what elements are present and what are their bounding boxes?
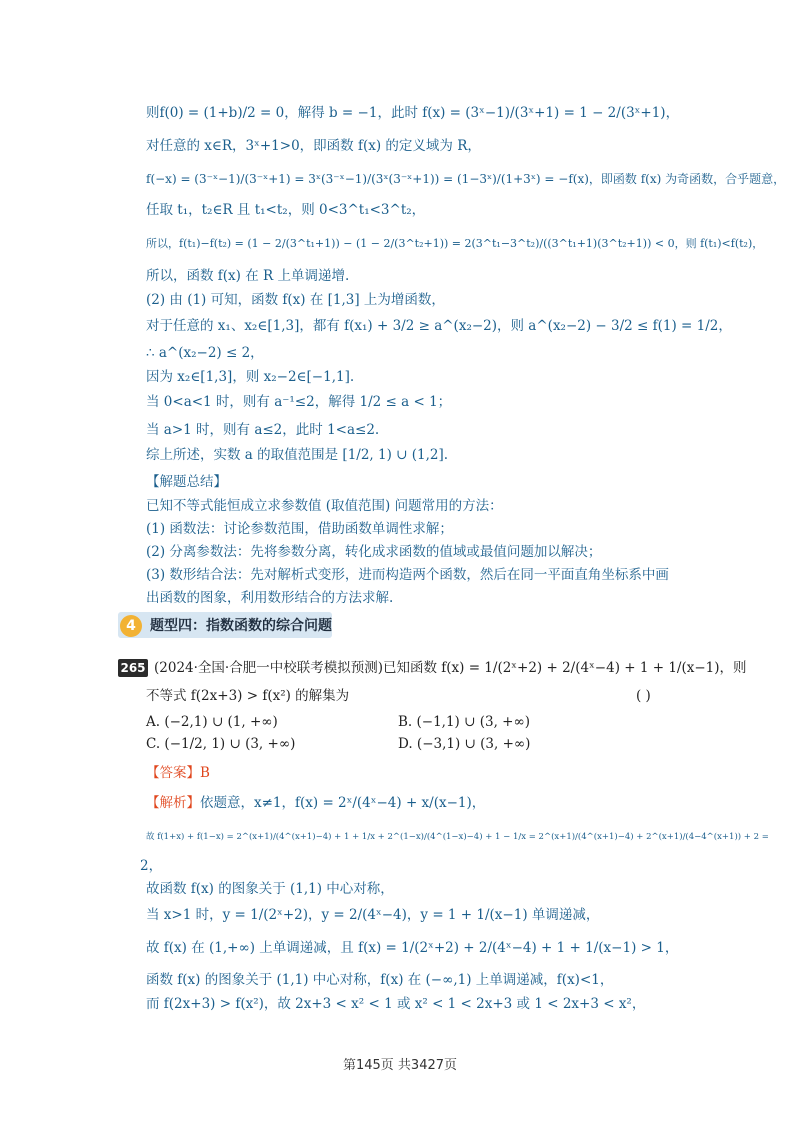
analysis-line-5: 当 x>1 时，y = 1/(2ˣ+2)，y = 2/(4ˣ−4)，y = 1 + 1/(x−1) 单调递减，	[146, 907, 600, 923]
analysis-line-2: 故 f(1+x) + f(1−x) = 2^(x+1)/(4^(x+1)−4) + 1 + 1/x + 2^(1−x)/(4^(1−x)−4) + 1 − 1/x = 2^(x+1)/(4^(x+1)−4) + 2^(x+1)/(4−4^(x+1)) + 2 =	[146, 832, 769, 842]
solution-line-5: 所以，f(t₁)−f(t₂) = (1 − 2/(3^t₁+1)) − (1 − 2/(3^t₂+1)) = 2(3^t₁−3^t₂)/((3^t₁+1)(3^t₂+1)) < 0，则 f(t₁)<f(t₂)，	[146, 237, 764, 250]
section-number-badge: 4	[120, 615, 142, 637]
solution-line-9: ∴ a^(x₂−2) ≤ 2，	[146, 345, 264, 361]
answer-line	[146, 763, 210, 783]
solution-line-2: 对任意的 x∈R，3ˣ+1>0，即函数 f(x) 的定义域为 R，	[146, 138, 481, 154]
summary-line-5: 出函数的图象，利用数形结合的方法求解.	[146, 590, 394, 606]
analysis-line-7: 函数 f(x) 的图象关于 (1,1) 中心对称，f(x) 在 (−∞,1) 上单调递减，f(x)<1，	[146, 972, 614, 988]
analysis-line-6: 故 f(x) 在 (1,+∞) 上单调递减，且 f(x) = 1/(2ˣ+2) + 2/(4ˣ−4) + 1 + 1/(x−1) > 1，	[146, 940, 679, 956]
section-title: 题型四：指数函数的综合问题	[150, 618, 332, 634]
summary-line-1: 已知不等式能恒成立求参数值 (取值范围) 问题常用的方法：	[146, 498, 503, 514]
solution-line-4: 任取 t₁，t₂∈R 且 t₁<t₂，则 0<3^t₁<3^t₂，	[146, 202, 426, 218]
answer-parentheses: ( )	[636, 688, 651, 704]
analysis-line-1	[146, 793, 485, 813]
solution-line-6: 所以，函数 f(x) 在 R 上单调递增.	[146, 268, 350, 284]
option-a: A. (−2,1) ∪ (1, +∞)	[146, 714, 278, 730]
analysis-line-1-text: 依题意，x≠1，f(x) = 2ˣ/(4ˣ−4) + x/(x−1)，	[200, 795, 486, 811]
solution-line-13: 综上所述，实数 a 的取值范围是 [1/2, 1) ∪ (1,2].	[146, 447, 449, 463]
question-number: 265	[118, 659, 148, 677]
answer-tag: 【答案】	[146, 765, 200, 781]
answer-value: B	[200, 765, 210, 781]
summary-title: 【解题总结】	[146, 474, 227, 490]
question-stem-line-2: 不等式 f(2x+3) > f(x²) 的解集为	[146, 688, 350, 704]
summary-line-3: (2) 分离参数法：先将参数分离，转化成求函数的值域或最值问题加以解决；	[146, 544, 602, 560]
analysis-line-4: 故函数 f(x) 的图象关于 (1,1) 中心对称，	[146, 881, 394, 897]
solution-line-3: f(−x) = (3⁻ˣ−1)/(3⁻ˣ+1) = 3ˣ(3⁻ˣ−1)/(3ˣ(3⁻ˣ+1)) = (1−3ˣ)/(1+3ˣ) = −f(x)，即函数 f(x) 为奇函数，合乎题意，	[146, 172, 786, 186]
analysis-line-8: 而 f(2x+3) > f(x²)，故 2x+3 < x² < 1 或 x² < 1 < 2x+3 或 1 < 2x+3 < x²，	[146, 996, 646, 1012]
option-c: C. (−1/2, 1) ∪ (3, +∞)	[146, 736, 296, 752]
analysis-tag: 【解析】	[146, 795, 200, 811]
option-d: D. (−3,1) ∪ (3, +∞)	[398, 736, 531, 752]
analysis-line-3: 2，	[140, 858, 163, 874]
solution-line-11: 当 0<a<1 时，则有 a⁻¹≤2，解得 1/2 ≤ a < 1；	[146, 394, 452, 410]
summary-line-4: (3) 数形结合法：先对解析式变形，进而构造两个函数，然后在同一平面直角坐标系中画	[146, 567, 669, 583]
page-footer: 第145页 共3427页	[342, 1058, 458, 1073]
option-b: B. (−1,1) ∪ (3, +∞)	[398, 714, 530, 730]
solution-line-1: 则f(0) = (1+b)/2 = 0，解得 b = −1，此时 f(x) = (3ˣ−1)/(3ˣ+1) = 1 − 2/(3ˣ+1)，	[146, 105, 680, 121]
question-stem-line-1: (2024·全国·合肥一中校联考模拟预测)已知函数 f(x) = 1/(2ˣ+2) + 2/(4ˣ−4) + 1 + 1/(x−1)，则	[154, 660, 747, 676]
summary-line-2: (1) 函数法：讨论参数范围，借助函数单调性求解；	[146, 521, 453, 537]
solution-line-7: (2) 由 (1) 可知，函数 f(x) 在 [1,3] 上为增函数，	[146, 292, 445, 308]
solution-line-10: 因为 x₂∈[1,3]，则 x₂−2∈[−1,1].	[146, 369, 355, 385]
solution-line-12: 当 a>1 时，则有 a≤2，此时 1<a≤2.	[146, 422, 380, 438]
solution-line-8: 对于任意的 x₁、x₂∈[1,3]，都有 f(x₁) + 3/2 ≥ a^(x₂−2)，则 a^(x₂−2) − 3/2 ≤ f(1) = 1/2，	[146, 318, 732, 334]
